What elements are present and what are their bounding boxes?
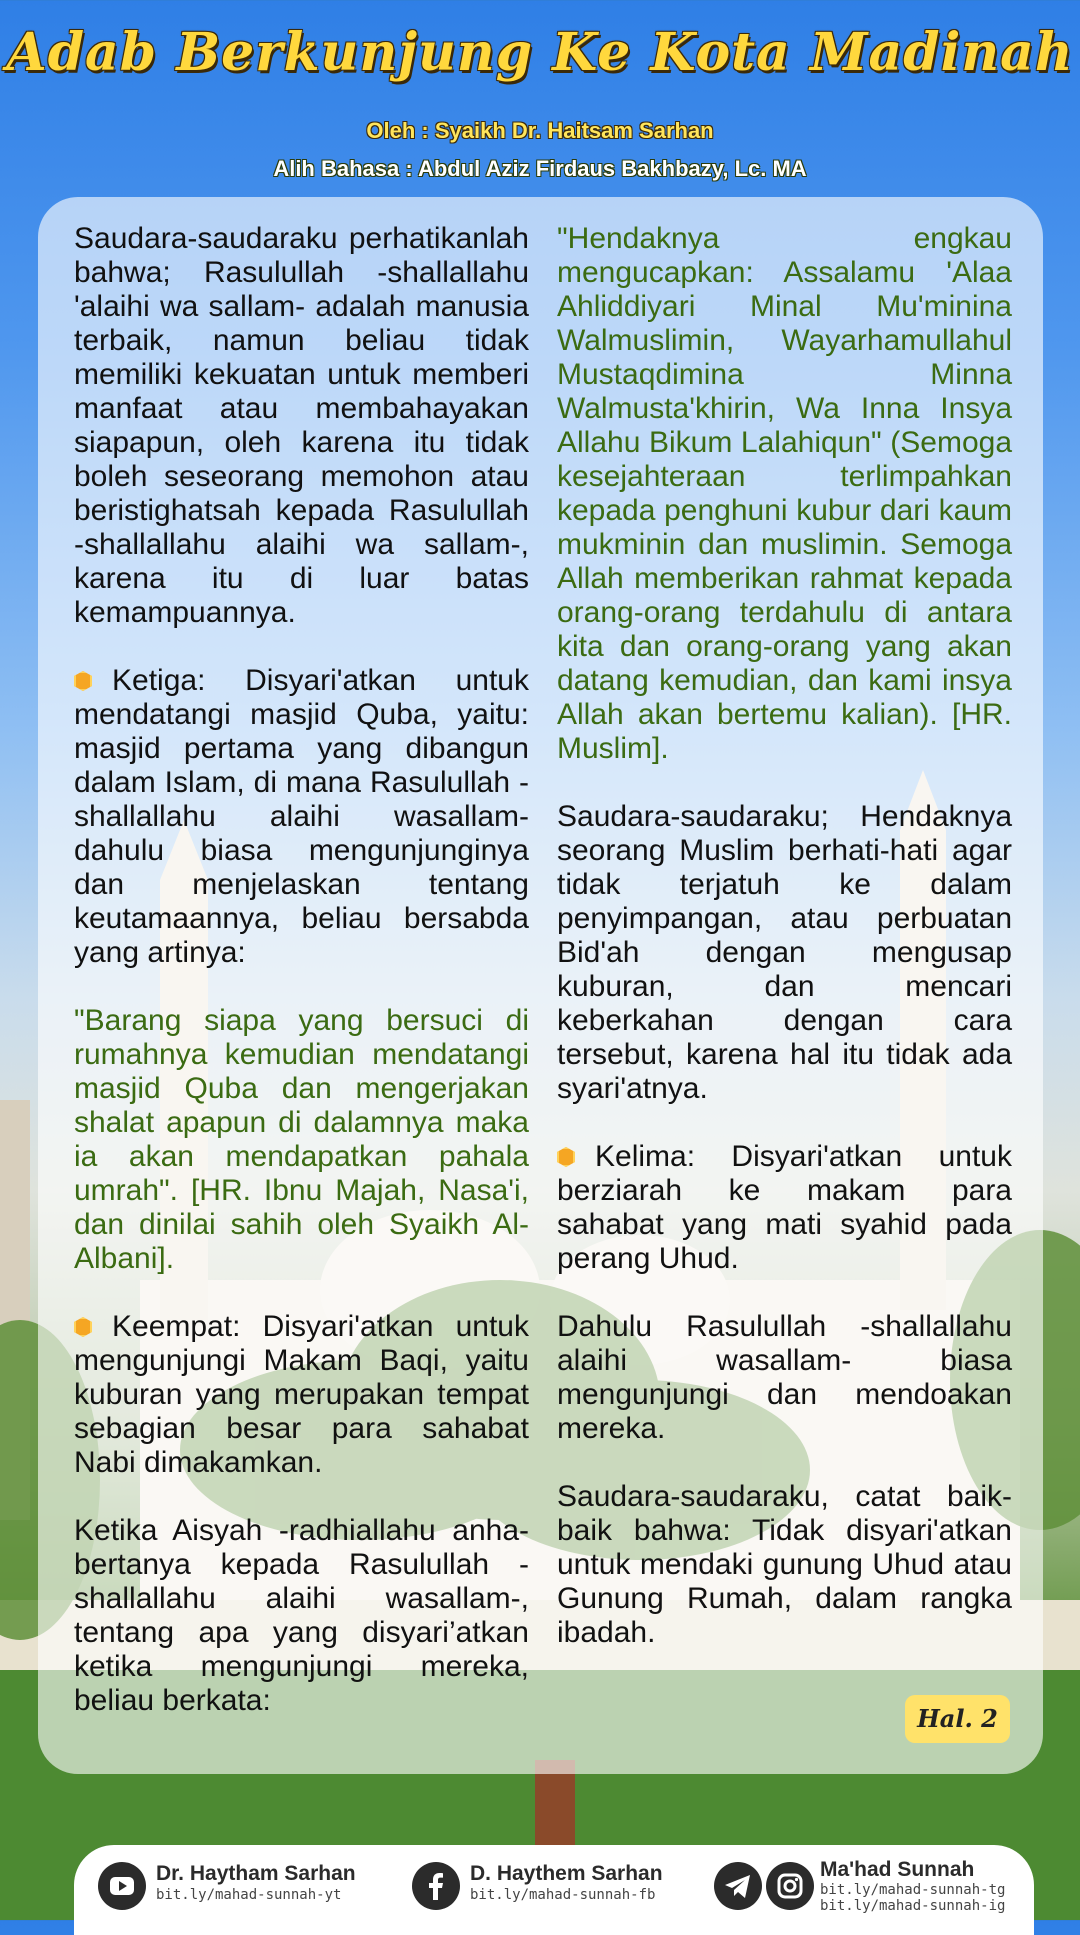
author-line: Oleh : Syaikh Dr. Haitsam Sarhan xyxy=(366,118,714,143)
paragraph: Dahulu Rasulullah -shallallahu alaihi wasallam- biasa mengunjungi dan mendoakan mereka. xyxy=(557,1310,1012,1445)
page-title: Adab Berkunjung Ke Kota Madinah xyxy=(6,22,1074,83)
hadith-quote: "Barang siapa yang bersuci di rumahnya kemudian mendatangi masjid Quba dan mengerjakan shalat apapun di dalamnya maka ia akan mendapatkan pahala umrah". [HR. Ibnu Majah, Nasa'i, dan dinilai sahih oleh Syaikh Al-Albani]. xyxy=(74,1004,529,1275)
paragraph xyxy=(74,1310,529,1480)
paragraph: Saudara-saudaraku perhatikanlah bahwa; Rasulullah -shallallahu 'alaihi wa sallam- adalah manusia terbaik, namun beliau tidak memiliki kekuatan untuk memberi manfaat atau membahayakan siapapun, oleh karena itu tidak boleh seseorang memohon atau beristighatsah kepada Rasulullah -shallallahu alaihi wa sallam-, karena itu di luar batas kemampuannya. xyxy=(74,222,529,629)
youtube-url: bit.ly/mahad-sunnah-yt xyxy=(156,1887,342,1903)
page-number-badge: Hal. 2 xyxy=(905,1695,1010,1743)
paragraph xyxy=(557,1140,1012,1276)
right-column xyxy=(557,222,1012,1684)
paragraph-text: Kelima: Disyari'atkan untuk berziarah ke makam para sahabat yang mati syahid pada perang Uhud. xyxy=(557,1140,1012,1275)
telegram-instagram-links[interactable] xyxy=(714,1858,1014,1914)
telegram-icon xyxy=(714,1862,762,1910)
paragraph: Saudara-saudaraku; Hendaknya seorang Muslim berhati-hati agar tidak terjatuh ke dalam penyimpangan, atau perbuatan Bid'ah dengan mengusap kuburan, dan mencari keberkahan dengan cara tersebut, karena hal itu tidak ada syari'atnya. xyxy=(557,800,1012,1105)
hexagon-bullet-icon xyxy=(74,1317,92,1337)
paragraph: Ketika Aisyah -radhiallahu anha- bertanya kepada Rasulullah -shallallahu alaihi wasallam-, tentang apa yang disyari’atkan ketika mengunjungi mereka, beliau berkata: xyxy=(74,1514,529,1717)
hexagon-bullet-icon xyxy=(557,1147,575,1167)
paragraph xyxy=(74,664,529,970)
hexagon-bullet-icon xyxy=(74,671,92,691)
facebook-page-name: D. Haythem Sarhan xyxy=(470,1862,663,1885)
paragraph: Saudara-saudaraku, catat baik-baik bahwa: Tidak disyari'atkan untuk mendaki gunung Uhud atau Gunung Rumah, dalam rangka ibadah. xyxy=(557,1480,1012,1649)
facebook-link[interactable] xyxy=(412,1862,702,1912)
left-column xyxy=(74,222,529,1752)
telegram-url: bit.ly/mahad-sunnah-tg xyxy=(820,1882,1006,1898)
facebook-icon xyxy=(412,1862,460,1910)
facebook-url: bit.ly/mahad-sunnah-fb xyxy=(470,1887,656,1903)
hadith-quote: "Hendaknya engkau mengucapkan: Assalamu 'Alaa Ahliddiyari Minal Mu'minina Walmuslimin, Wayarhamullahul Mustaqdimina Minna Walmusta'khirin, Wa Inna Insya Allahu Bikum Lalahiqun" (Semoga kesejahteraan terlimpahkan kepada penghuni kubur dari kaum mukminin dan muslimin. Semoga Allah memberikan rahmat kepada orang-orang terdahulu di antara kita dan orang-orang yang akan datang kemudian, dan kami insya Allah akan bertemu kalian). [HR. Muslim]. xyxy=(557,222,1012,765)
youtube-icon xyxy=(98,1862,146,1910)
instagram-icon xyxy=(766,1862,814,1910)
translator-line: Alih Bahasa : Abdul Aziz Firdaus Bakhbazy, Lc. MA xyxy=(273,156,807,181)
youtube-channel-name: Dr. Haytham Sarhan xyxy=(156,1862,356,1885)
paragraph-text: Keempat: Disyari'atkan untuk mengunjungi Makam Baqi, yaitu kuburan yang merupakan tempat sebagian besar para sahabat Nabi dimakamkan. xyxy=(74,1310,529,1479)
mahad-sunnah-name: Ma'had Sunnah xyxy=(820,1858,975,1881)
youtube-link[interactable] xyxy=(98,1862,388,1912)
instagram-url: bit.ly/mahad-sunnah-ig xyxy=(820,1898,1006,1914)
paragraph-text: Ketiga: Disyari'atkan untuk mendatangi masjid Quba, yaitu: masjid pertama yang dibangun dalam Islam, di mana Rasulullah -shallallahu alaihi wasallam- dahulu biasa mengunjunginya dan menjelaskan tentang keutamaannya, beliau bersabda yang artinya: xyxy=(74,664,529,969)
